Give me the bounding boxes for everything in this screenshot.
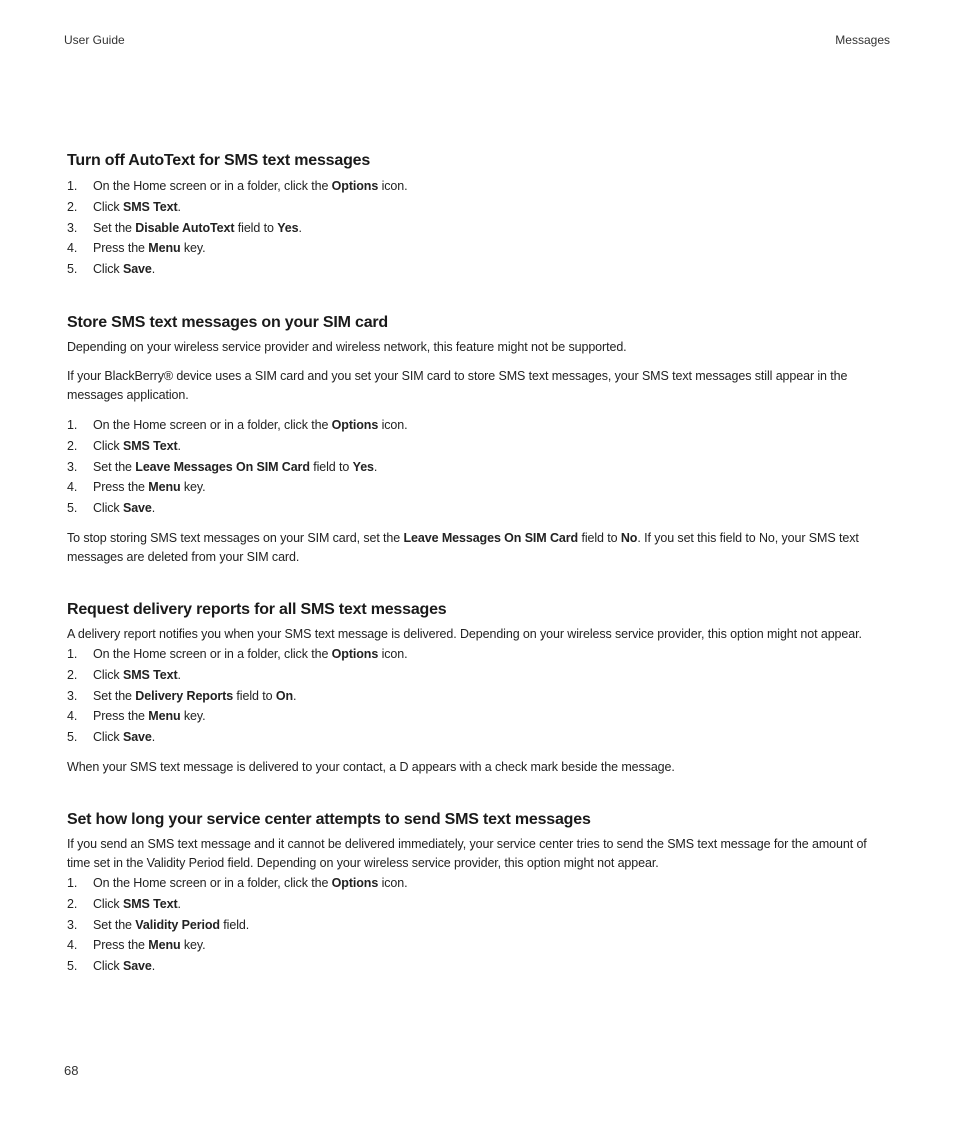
step-item: [67, 259, 891, 280]
step-number: 5.: [67, 501, 78, 516]
ui-term: SMS Text: [122, 896, 178, 911]
step-item: [67, 706, 891, 727]
ui-term: SMS Text: [122, 199, 178, 214]
section-heading: Store SMS text messages on your SIM card: [67, 313, 388, 331]
step-number: 3.: [67, 917, 78, 932]
header-section-title: Messages: [835, 33, 890, 47]
step-number: 1.: [67, 179, 78, 193]
page-content: [67, 152, 891, 1011]
step-list: [67, 415, 891, 519]
text-run: Press the: [93, 480, 149, 495]
step-text: [93, 477, 206, 498]
text-run: On the Home screen or in a folder, click the: [93, 417, 332, 432]
step-item: [67, 686, 891, 707]
ui-term: Leave Messages On SIM Card: [135, 459, 310, 474]
ui-term: Options: [331, 179, 379, 193]
paragraph: [67, 529, 891, 567]
step-item: [67, 915, 891, 936]
step-text: [93, 197, 181, 218]
section-validity-period: [67, 811, 891, 977]
text-run: .: [177, 199, 181, 214]
text-run: icon.: [378, 179, 408, 193]
text-run: Click: [93, 959, 123, 974]
text-run: On the Home screen or in a folder, click the: [93, 875, 332, 890]
step-text: [93, 956, 155, 977]
page-number: 68: [64, 1063, 79, 1078]
ui-term: Menu: [148, 241, 181, 256]
text-run: .: [177, 667, 181, 682]
ui-term: Leave Messages On SIM Card: [403, 530, 579, 545]
step-item: [67, 894, 891, 915]
step-item: [67, 873, 891, 894]
step-number: 1.: [67, 417, 78, 432]
text-run: key.: [180, 480, 206, 495]
step-item: [67, 176, 891, 197]
text-run: key.: [180, 938, 206, 953]
text-run: Click: [93, 262, 123, 277]
paragraph: If your BlackBerry® device uses a SIM card and you set your SIM card to store SMS text messages, your SMS text messages still appear in the messages application.: [67, 368, 848, 402]
text-run: Click: [93, 730, 123, 745]
paragraph: Depending on your wireless service provider and wireless network, this feature might not be supported.: [67, 339, 627, 354]
step-number: 2.: [67, 438, 78, 453]
text-run: .: [177, 438, 181, 453]
text-run: Click: [93, 896, 123, 911]
text-run: Set the: [93, 917, 136, 932]
step-text: [93, 727, 155, 748]
ui-term: Save: [122, 730, 152, 745]
step-text: [93, 873, 407, 894]
text-run: icon.: [378, 646, 408, 661]
ui-term: Validity Period: [135, 917, 220, 932]
step-text: [93, 644, 407, 665]
step-item: [67, 197, 891, 218]
step-item: [67, 935, 891, 956]
ui-term: Menu: [148, 480, 181, 495]
step-number: 3.: [67, 688, 78, 703]
ui-term: Yes: [352, 459, 374, 474]
text-run: Set the: [93, 459, 136, 474]
text-run: .: [151, 730, 156, 745]
ui-term: Save: [122, 959, 152, 974]
step-list: [67, 644, 891, 748]
ui-term: SMS Text: [122, 667, 178, 682]
text-run: field to: [233, 688, 276, 703]
text-run: . If you set this field to No, your SMS text messages are deleted from your SIM card.: [67, 530, 859, 564]
step-number: 2.: [67, 199, 78, 214]
text-run: Set the: [93, 220, 136, 235]
text-run: Click: [93, 501, 123, 516]
step-item: [67, 415, 891, 436]
step-text: [93, 686, 296, 707]
step-number: 5.: [67, 730, 78, 745]
step-item: [67, 457, 891, 478]
text-run: .: [151, 262, 156, 277]
ui-term: Delivery Reports: [135, 688, 234, 703]
step-item: [67, 665, 891, 686]
text-run: Set the: [93, 688, 136, 703]
text-run: key.: [180, 241, 206, 256]
step-number: 5.: [67, 262, 78, 277]
step-text: [93, 498, 155, 519]
step-text: [93, 457, 377, 478]
paragraph: A delivery report notifies you when your SMS text message is delivered. Depending on your wireless service provider, this option might not appear.: [67, 626, 862, 641]
text-run: .: [177, 896, 181, 911]
ui-term: On: [275, 688, 293, 703]
step-number: 1.: [67, 875, 78, 890]
ui-term: Options: [331, 417, 379, 432]
text-run: icon.: [378, 875, 408, 890]
text-run: .: [373, 459, 378, 474]
step-text: [93, 706, 206, 727]
text-run: On the Home screen or in a folder, click the: [93, 646, 332, 661]
ui-term: Menu: [148, 938, 181, 953]
step-number: 2.: [67, 896, 78, 911]
step-list: [67, 176, 891, 280]
step-text: [93, 935, 206, 956]
step-number: 2.: [67, 667, 78, 682]
text-run: field to: [309, 459, 353, 474]
step-text: [93, 176, 407, 197]
ui-term: Save: [122, 501, 152, 516]
step-item: [67, 218, 891, 239]
text-run: On the Home screen or in a folder, click the: [93, 179, 332, 193]
section-heading: Turn off AutoText for SMS text messages: [67, 152, 371, 169]
step-text: [93, 218, 302, 239]
section-delivery-reports: [67, 601, 891, 777]
step-item: [67, 436, 891, 457]
section-turn-off-autotext: [67, 152, 891, 280]
step-number: 1.: [67, 646, 78, 661]
step-item: [67, 644, 891, 665]
ui-term: Yes: [277, 220, 299, 235]
text-run: Click: [93, 438, 123, 453]
step-item: [67, 956, 891, 977]
step-text: [93, 894, 181, 915]
text-run: field to: [578, 530, 621, 545]
ui-term: Options: [331, 875, 379, 890]
step-text: [93, 915, 249, 936]
step-item: [67, 238, 891, 259]
ui-term: Menu: [148, 709, 181, 724]
text-run: To stop storing SMS text messages on your SIM card, set the: [67, 530, 404, 545]
step-number: 4.: [67, 241, 78, 256]
step-text: [93, 238, 206, 259]
paragraph: When your SMS text message is delivered to your contact, a D appears with a check mark beside the message.: [67, 759, 675, 774]
text-run: .: [298, 220, 302, 235]
text-run: Press the: [93, 938, 149, 953]
text-run: Click: [93, 199, 123, 214]
step-item: [67, 727, 891, 748]
text-run: .: [151, 501, 156, 516]
section-heading: Request delivery reports for all SMS text messages: [67, 600, 447, 618]
step-list: [67, 873, 891, 977]
step-number: 5.: [67, 959, 78, 974]
text-run: key.: [180, 709, 206, 724]
text-run: field to: [234, 220, 278, 235]
step-item: [67, 477, 891, 498]
header-doc-title: User Guide: [64, 33, 125, 47]
text-run: .: [151, 959, 156, 974]
step-number: 3.: [67, 220, 78, 235]
text-run: .: [293, 688, 297, 703]
text-run: field.: [219, 917, 250, 932]
step-number: 4.: [67, 480, 78, 495]
step-number: 4.: [67, 938, 78, 953]
text-run: Click: [93, 667, 123, 682]
ui-term: No: [620, 530, 638, 545]
ui-term: Disable AutoText: [135, 220, 235, 235]
section-heading: Set how long your service center attempts to send SMS text messages: [67, 810, 591, 828]
step-number: 3.: [67, 459, 78, 474]
paragraph: If you send an SMS text message and it cannot be delivered immediately, your service center tries to send the SMS text message for the amount of time set in the Validity Period field. Depending on your wireless service provider, this option might not appear.: [67, 836, 867, 870]
step-text: [93, 259, 155, 280]
text-run: icon.: [378, 417, 408, 432]
ui-term: SMS Text: [122, 438, 178, 453]
ui-term: Save: [122, 262, 152, 277]
step-text: [93, 436, 181, 457]
step-item: [67, 498, 891, 519]
text-run: Press the: [93, 241, 149, 256]
section-store-on-sim: [67, 314, 891, 567]
step-text: [93, 665, 181, 686]
step-text: [93, 415, 407, 436]
text-run: Press the: [93, 709, 149, 724]
ui-term: Options: [331, 646, 379, 661]
step-number: 4.: [67, 709, 78, 724]
